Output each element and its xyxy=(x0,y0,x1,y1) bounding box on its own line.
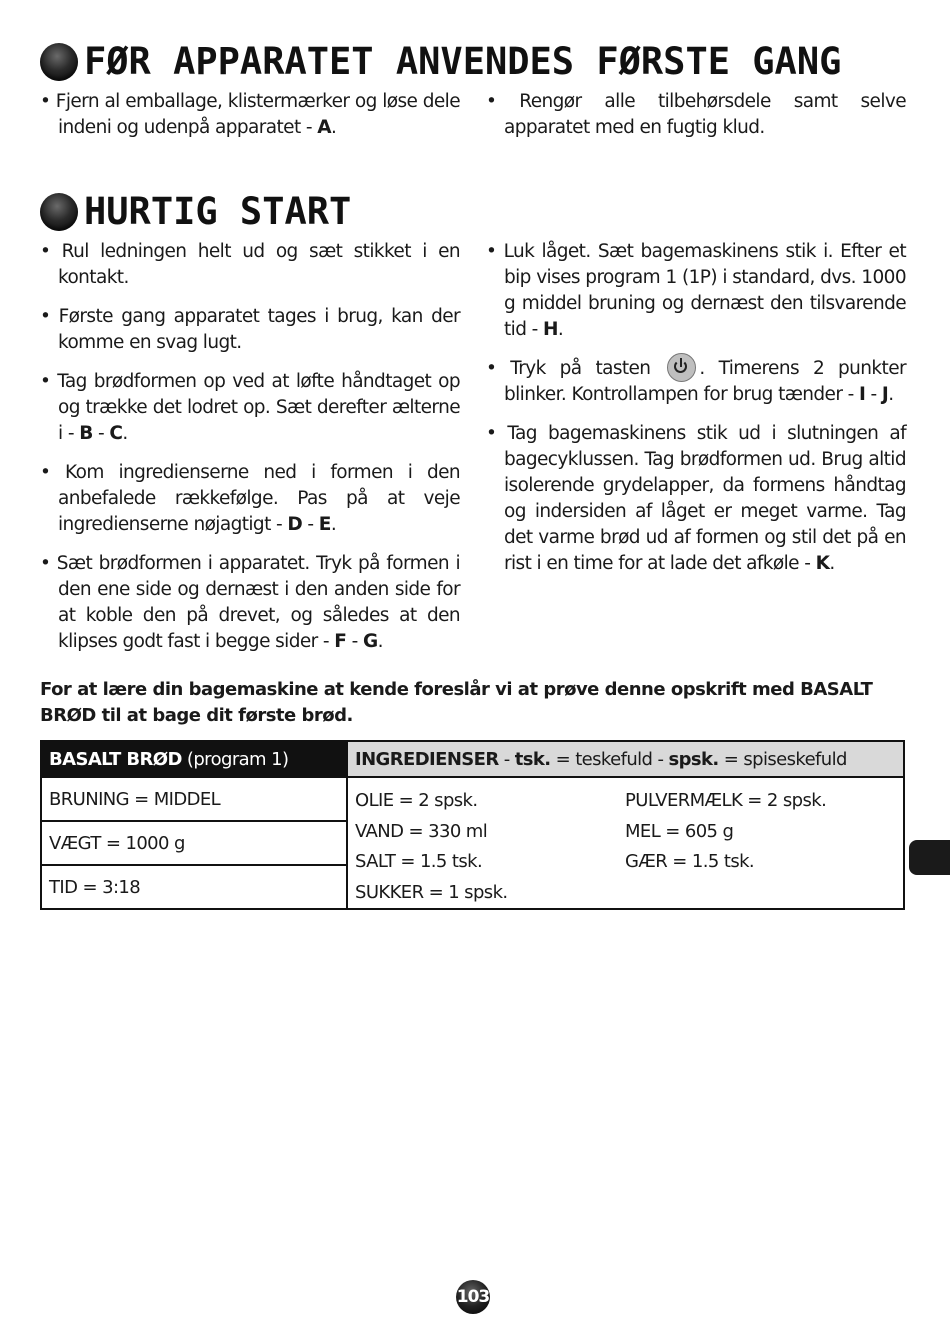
list-item: • Tag brødformen op ved at løfte håndtaget op og trække det lodret op. Sæt derefter ælterne i - B - C. xyxy=(40,369,460,447)
ingredients-cell xyxy=(347,777,904,909)
recipe-table xyxy=(40,740,905,910)
ingredients-column-1 xyxy=(355,786,625,908)
quick-start-right-column xyxy=(486,239,906,590)
list-item: • Tryk på tasten . Timerens 2 punkter blinker. Kontrollampen for brug tænder - I - J. xyxy=(486,356,906,408)
list-item: • Luk låget. Sæt bagemaskinens stik i. Efter et bip vises program 1 (1P) i standard, dvs. 1000 g middel bruning og dernæst den tilsvarende tid - H. xyxy=(486,239,906,343)
ingredient: MEL = 605 g xyxy=(625,820,734,842)
ingredient: OLIE = 2 spsk. xyxy=(355,790,478,811)
section-heading-first-use xyxy=(40,40,841,83)
ingredient: VAND = 330 ml xyxy=(355,820,488,842)
list-item: • Rengør alle tilbehørsdele samt selve apparatet med en fugtig klud. xyxy=(486,89,906,141)
ingredient: PULVERMÆLK = 2 spsk. xyxy=(625,790,827,811)
recipe-intro: For at lære din bagemaskine at kende foreslår vi at prøve denne opskrift med BASALT BRØD til at bage dit første brød. xyxy=(40,679,873,726)
section-heading-quick-start xyxy=(40,190,351,233)
power-button-icon xyxy=(667,353,696,382)
first-use-right-column xyxy=(486,89,906,154)
list-item: • Kom ingredienserne ned i formen i den anbefalede rækkefølge. Pas på at veje ingredienserne nøjagtigt - D - E. xyxy=(40,460,460,538)
section-title: FØR APPARATET ANVENDES FØRSTE GANG xyxy=(84,40,842,83)
list-item: • Tag bagemaskinens stik ud i slutningen af bagecyklussen. Tag brødformen ud. Brug altid isolerende grydelapper, da formens håndtag og indersiden af låget er meget varme. Tag det varme brød ud af formen og stil det på en rist i en time for at lade det afkøle - K. xyxy=(486,421,906,577)
list-item: • Fjern al emballage, klistermærker og løse dele indeni og udenpå apparatet - A. xyxy=(40,89,460,141)
section-title: HURTIG START xyxy=(84,190,352,233)
list-item: • Rul ledningen helt ud og sæt stikket i en kontakt. xyxy=(40,239,460,291)
recipe-name-header: BASALT BRØD (program 1) xyxy=(41,741,347,777)
quick-start-left-column xyxy=(40,239,460,668)
ingredients-column-2 xyxy=(625,786,895,908)
ingredient: GÆR = 1.5 tsk. xyxy=(625,851,755,872)
page-number: 103 xyxy=(456,1280,490,1314)
ingredients-header: INGREDIENSER - tsk. = teskefuld - spsk. = spiseskefuld xyxy=(347,741,904,777)
bullet-dot-icon xyxy=(40,193,78,231)
bullet-dot-icon xyxy=(40,43,78,81)
setting-weight: VÆGT = 1000 g xyxy=(41,821,347,865)
side-tab-marker xyxy=(909,840,950,875)
ingredient: SALT = 1.5 tsk. xyxy=(355,851,483,872)
list-item: • Sæt brødformen i apparatet. Tryk på formen i den ene side og dernæst i den anden side for at koble den på drevet, og således at den klipses godt fast i begge sider - F - G. xyxy=(40,551,460,655)
ingredient: SUKKER = 1 spsk. xyxy=(355,881,508,903)
setting-time: TID = 3:18 xyxy=(41,865,347,909)
list-item: • Første gang apparatet tages i brug, kan der komme en svag lugt. xyxy=(40,304,460,356)
first-use-left-column xyxy=(40,89,460,154)
setting-browning: BRUNING = MIDDEL xyxy=(41,777,347,821)
